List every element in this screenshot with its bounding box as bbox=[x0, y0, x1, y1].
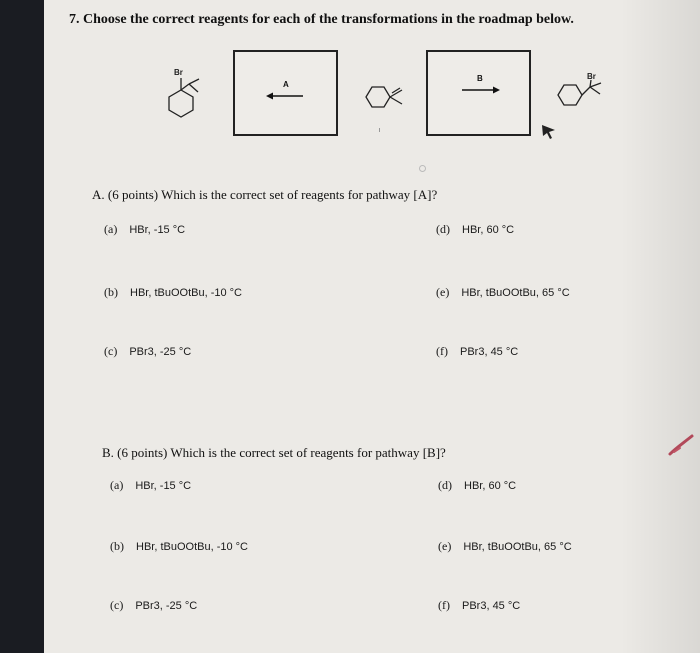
option-text: HBr, tBuOOtBu, 65 °C bbox=[463, 541, 572, 553]
part-a-option-e[interactable] bbox=[436, 283, 570, 301]
part-b-option-c[interactable] bbox=[110, 596, 197, 614]
reagent-box-a[interactable] bbox=[233, 50, 338, 136]
option-text: HBr, -15 °C bbox=[129, 224, 186, 236]
part-a-heading: A. (6 points) Which is the correct set of reagents for pathway [A]? bbox=[92, 187, 438, 202]
part-a-option-d[interactable] bbox=[436, 220, 514, 238]
option-text: PBr3, 45 °C bbox=[462, 600, 521, 612]
option-label: (e) bbox=[438, 539, 452, 553]
worksheet-page bbox=[44, 0, 700, 653]
right-molecule bbox=[554, 70, 606, 110]
part-a-option-c[interactable] bbox=[104, 342, 191, 360]
option-text: HBr, -15 °C bbox=[135, 480, 192, 492]
reagent-box-b[interactable] bbox=[426, 50, 531, 136]
part-b-option-e[interactable] bbox=[438, 537, 572, 555]
option-label: (f) bbox=[436, 344, 448, 358]
left-br-label: Br bbox=[174, 68, 183, 77]
part-a-option-b[interactable] bbox=[104, 283, 242, 301]
option-text: PBr3, 45 °C bbox=[460, 346, 519, 358]
right-br-label: Br bbox=[587, 72, 596, 81]
arrow-a bbox=[266, 90, 306, 102]
question-title: 7. Choose the correct reagents for each of the transformations in the roadmap below. bbox=[69, 12, 574, 27]
option-text: HBr, 60 °C bbox=[462, 224, 515, 236]
option-label: (e) bbox=[436, 285, 450, 299]
option-label: (c) bbox=[110, 598, 124, 612]
option-label: (a) bbox=[104, 222, 118, 236]
option-label: (d) bbox=[438, 478, 452, 492]
middle-molecule bbox=[362, 82, 407, 112]
part-b-option-d[interactable] bbox=[438, 476, 516, 494]
part-b-option-f[interactable] bbox=[438, 596, 520, 614]
arrow-a-label: A bbox=[283, 80, 289, 89]
option-label: (f) bbox=[438, 598, 450, 612]
option-text: HBr, 60 °C bbox=[464, 480, 517, 492]
part-b-option-a[interactable] bbox=[110, 476, 191, 494]
option-text: HBr, tBuOOtBu, 65 °C bbox=[461, 287, 570, 299]
option-label: (b) bbox=[110, 539, 124, 553]
option-text: HBr, tBuOOtBu, -10 °C bbox=[130, 287, 242, 299]
option-label: (a) bbox=[110, 478, 124, 492]
part-b-option-b[interactable] bbox=[110, 537, 248, 555]
page-shadow bbox=[620, 0, 700, 653]
option-label: (d) bbox=[436, 222, 450, 236]
part-a-option-a[interactable] bbox=[104, 220, 185, 238]
faint-tick bbox=[379, 128, 380, 132]
left-molecule bbox=[162, 66, 212, 121]
cursor-icon bbox=[540, 122, 558, 140]
option-label: (b) bbox=[104, 285, 118, 299]
option-text: HBr, tBuOOtBu, -10 °C bbox=[136, 541, 248, 553]
part-a-option-f[interactable] bbox=[436, 342, 518, 360]
option-text: PBr3, -25 °C bbox=[129, 346, 192, 358]
part-b-heading: B. (6 points) Which is the correct set of reagents for pathway [B]? bbox=[102, 445, 446, 460]
pen-mark bbox=[666, 430, 696, 460]
option-text: PBr3, -25 °C bbox=[135, 600, 198, 612]
option-label: (c) bbox=[104, 344, 118, 358]
arrow-b-label: B bbox=[477, 74, 483, 83]
faint-mark bbox=[419, 165, 426, 172]
arrow-b bbox=[460, 84, 500, 96]
